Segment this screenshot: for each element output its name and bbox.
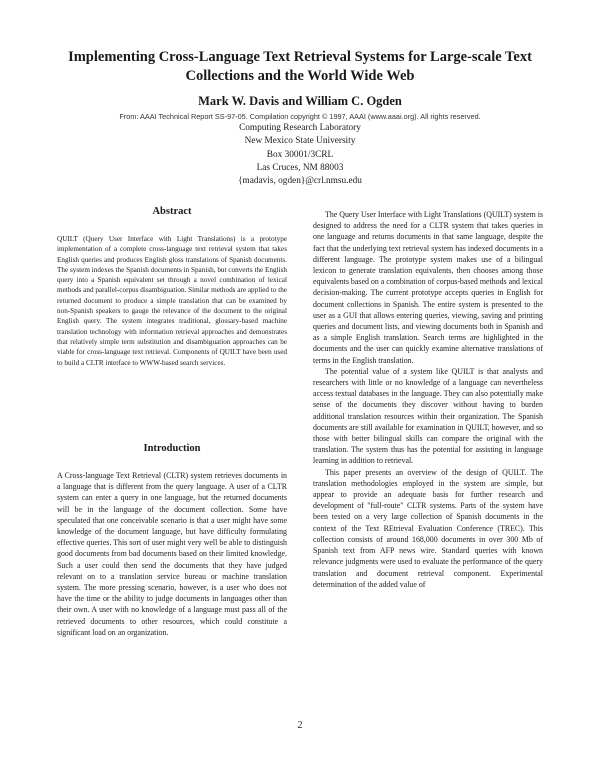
introduction-paragraph: A Cross-language Text Retrieval (CLTR) system retrieves documents in a language that is different from the query language. A user of a CLTR system can enter a query in one language, but the returned documents will be in the language of the document collection. Some have speculated that one conceivable scenario is that a user might have some knowledge of the document language, but have difficulty formulating effective queries. This sort of user might very well be able to distinguish good documents from bad documents based on their limited knowledge. Such a user could then send the documents that they have judged relevant on to a translation service bureau or machine translation system. The more pressing scenario, however, is a user who does not have the time or the ability to judge documents in languages other than their own. A user with no knowledge of a language must pass all of the retrieved documents to other resources, which could constitute a significant load on an organization. bbox=[57, 471, 287, 637]
affiliation-line: Las Cruces, NM 88003 bbox=[256, 162, 344, 173]
page-number: 2 bbox=[297, 720, 303, 731]
affiliation-line: New Mexico State University bbox=[244, 136, 356, 147]
author-emails: {madavis, ogden}@crl.nmsu.edu bbox=[238, 176, 362, 187]
title-line-2: Collections and the World Wide Web bbox=[185, 68, 415, 84]
body-paragraph-quilt-design: The Query User Interface with Light Translations (QUILT) system is designed to address the need for a CLTR system that takes queries in one language and returns documents in that same language, despite the fact that the underlying text retrieval system has indexed documents in a different language. The prototype system makes use of a bilingual lexicon to generate translation equivalents, then chooses among those equivalents based on a combination of corpus-based methods and lexical decision-making. The current prototype accepts queries in English for document collections in Spanish. The entire system is presented to the user as a GUI that allows entering queries, viewing, saving and printing queries and document lists, and viewing documents both in Spanish and as a simple English translation. Search terms are highlighted in the documents and the user can quickly examine alternative translations of terms in the English translation. bbox=[313, 210, 543, 365]
affiliation-line: Computing Research Laboratory bbox=[239, 123, 361, 133]
affiliation-block bbox=[40, 122, 560, 188]
paper-title bbox=[40, 48, 560, 86]
body-paragraph-overview: This paper presents an overview of the design of QUILT. The translation methodologies employed in the system are simple, but appear to provide an adequate basis for further research and development of "full-route" CLTR systems. Parts of the system have been tested on a very large collection of Spanish documents in the context of the Text REtrieval Evaluation Conference (TREC). This collection consists of around 168,000 documents in over 300 Mb of Spanish text from AFP news wire. Standard queries with known relevance judgments were used to evaluate the performance of the query translation and document retrieval component. Experimental determination of the added value of bbox=[313, 467, 543, 589]
right-column-body bbox=[313, 209, 543, 590]
copyright-notice: From: AAAI Technical Report SS-97-05. Compilation copyright © 1997, AAAI (www.aaai.org). All rights reserved. bbox=[119, 112, 481, 121]
abstract-heading: Abstract bbox=[152, 206, 192, 217]
affiliation-line: Box 30001/3CRL bbox=[266, 149, 334, 160]
title-line-1: Implementing Cross-Language Text Retrieval Systems for Large-scale Text bbox=[68, 49, 532, 65]
author-names: Mark W. Davis and William C. Ogden bbox=[198, 94, 402, 108]
body-paragraph-potential-value: The potential value of a system like QUILT is that analysts and researchers with little or no knowledge of a language can nevertheless access textual databases in the language. They can also potentially make sense of the documents they discover without having to burden additional translation resources within their organization. The Spanish documents are still available for examination in QUILT, however, and so those with better bilingual skills can compare the original with the translation. The system thus has the potential for assisting in language learning in addition to retrieval. bbox=[313, 366, 543, 466]
introduction-heading: Introduction bbox=[143, 443, 201, 454]
abstract-text: QUILT (Query User Interface with Light Translations) is a prototype implementation of a complete cross-language text retrieval system that takes English queries and produces English gloss translations of Spanish documents. The system indexes the Spanish documents in Spanish, but converts the English query into a Spanish equivalent set through a novel combination of lexical methods and parallel-corpus disambiguation. Similar methods are applied to the returned document to produce a simple translation that can be examined by non-Spanish speakers to gauge the relevance of the document to the original English query. The system integrates traditional, glossary-based machine translation technology with information retrieval approaches and demonstrates that relatively simple term substitution and disambiguation approaches can be viable for cross-language text retrieval. Components of QUILT have been used to build a CLTR interface to WWW-based search services. bbox=[57, 235, 287, 367]
introduction-body bbox=[57, 470, 287, 638]
